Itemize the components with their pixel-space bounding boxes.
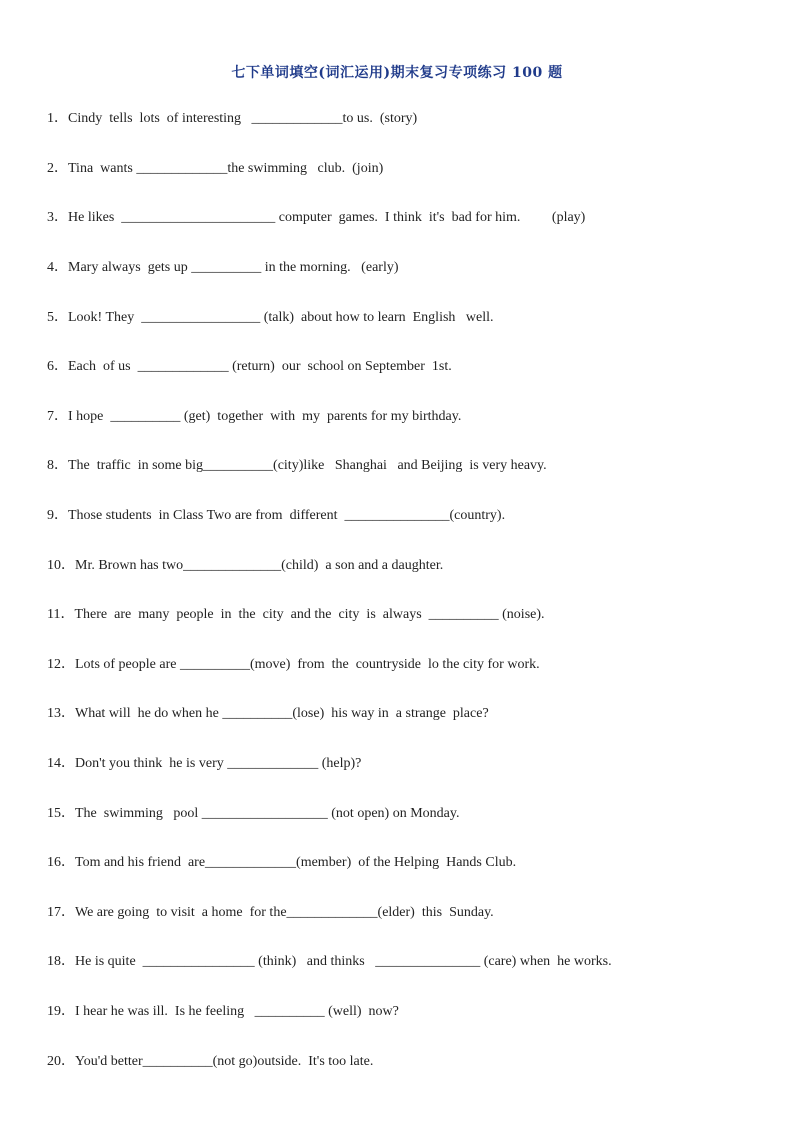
page-title: 七下单词填空(词汇运用)期末复习专项练习 100 题 <box>231 65 563 81</box>
question-20: 20．You'd better__________(not go)outside. It's too late. <box>47 1054 374 1069</box>
question-10: 10．Mr. Brown has two______________(child) a son and a daughter. <box>47 558 444 573</box>
question-13: 13．What will he do when he __________(lose) his way in a strange place? <box>47 706 489 721</box>
question-1: 1．Cindy tells lots of interesting _____________to us. (story) <box>47 111 418 126</box>
question-8: 8．The traffic in some big__________(city)like Shanghai and Beijing is very heavy. <box>47 458 547 473</box>
question-17: 17．We are going to visit a home for the_____________(elder) this Sunday. <box>47 905 494 920</box>
question-2: 2．Tina wants _____________the swimming club. (join) <box>47 161 384 176</box>
question-15: 15．The swimming pool __________________ (not open) on Monday. <box>47 806 460 821</box>
question-7: 7．I hope __________ (get) together with my parents for my birthday. <box>47 409 462 424</box>
question-16: 16．Tom and his friend are_____________(member) of the Helping Hands Club. <box>47 855 517 870</box>
question-3: 3．He likes ______________________ computer games. I think it's bad for him. (play) <box>47 210 586 225</box>
question-11: 11．There are many people in the city and the city is always __________ (noise). <box>47 607 545 622</box>
question-12: 12．Lots of people are __________(move) from the countryside lo the city for work. <box>47 657 540 672</box>
question-5: 5．Look! They _________________ (talk) about how to learn English well. <box>47 310 494 325</box>
question-19: 19．I hear he was ill. Is he feeling __________ (well) now? <box>47 1004 399 1019</box>
question-6: 6．Each of us _____________ (return) our school on September 1st. <box>47 359 452 374</box>
question-4: 4．Mary always gets up __________ in the morning. (early) <box>47 260 399 275</box>
question-18: 18．He is quite ________________ (think) and thinks _______________ (care) when he works. <box>47 954 612 969</box>
question-9: 9．Those students in Class Two are from different _______________(country). <box>47 508 506 523</box>
question-14: 14．Don't you think he is very _____________ (help)? <box>47 756 362 771</box>
